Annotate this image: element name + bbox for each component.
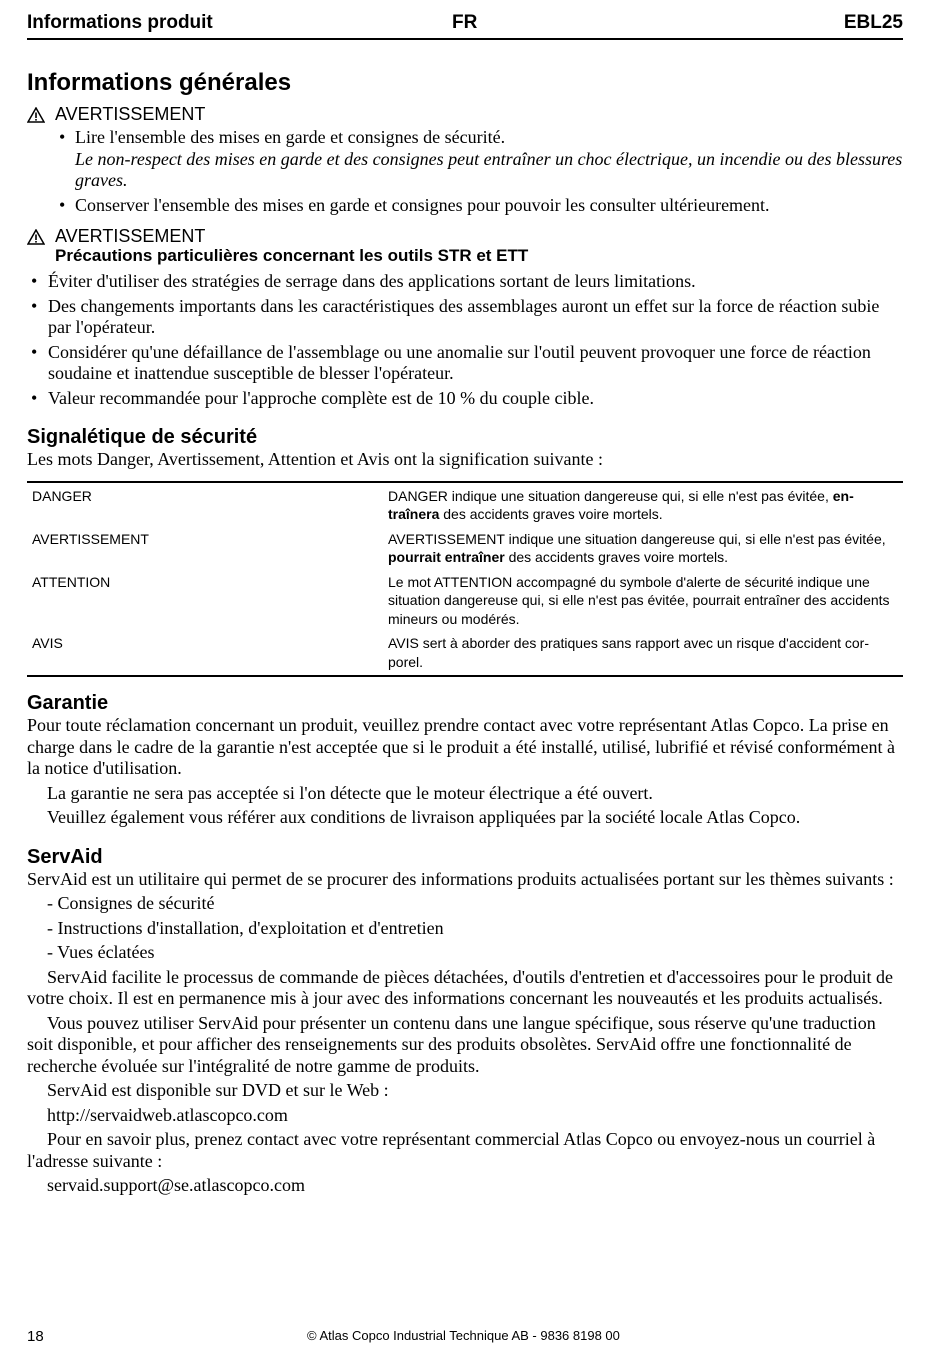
warning-triangle-icon (27, 229, 45, 245)
list-item-text: Considérer qu'une défaillance de l'assemblage ou une anomalie sur l'outil peuvent provoquer une force de réaction soudaine et inattendue susceptible de blesser l'opérateur. (48, 341, 871, 383)
servaid-paragraph-1: ServAid est un utilitaire qui permet de se procurer des informations produits actualisées portant sur les thèmes suivants : (27, 868, 894, 889)
general-info-heading: Informations générales (27, 69, 292, 96)
warning-block-1-heading (27, 104, 903, 124)
list-item: - Consignes de sécurité (47, 893, 215, 913)
table-row (27, 482, 903, 528)
warning-title: AVERTISSEMENT (55, 226, 206, 246)
servaid-heading: ServAid (27, 845, 103, 868)
list-item-text: Des changements importants dans les caractéristiques des assemblages auront un effet sur la force de réaction subie par l'opérateur. (48, 295, 880, 337)
warranty-heading: Garantie (27, 692, 109, 714)
page-number: 18 (27, 1328, 44, 1345)
list-item: - Vues éclatées (47, 942, 155, 962)
signal-word: DANGER (32, 487, 92, 504)
table-row (27, 571, 903, 633)
list-item: • Conserver l'ensemble des mises en garde et consignes pour pouvoir les consulter ultérieurement. (59, 194, 770, 215)
signal-description: DANGER indique une situation dangereuse qui, si elle n'est pas évitée, entraînera des accidents graves voire mortels. (388, 487, 854, 522)
warning-2-list (27, 271, 903, 409)
header-language: FR (452, 12, 478, 33)
header-section-title: Informations produit (27, 12, 213, 33)
list-item: • Des changements importants dans les caractéristiques des assemblages auront un effet sur la force de réaction subie par l'opérateur. (31, 295, 880, 337)
list-item-text: Lire l'ensemble des mises en garde et consignes de sécurité. (75, 127, 506, 147)
signal-word: ATTENTION (32, 573, 111, 590)
servaid-email-link[interactable]: servaid.support@se.atlascopco.com (47, 1175, 306, 1195)
warning-title: AVERTISSEMENT (55, 104, 206, 124)
list-item: • Éviter d'utiliser des stratégies de serrage dans des applications sortant de leurs limitations. (31, 271, 696, 291)
table-row (27, 632, 903, 676)
page-content (27, 68, 903, 1197)
signal-words-table (27, 481, 903, 678)
servaid-url-link[interactable]: http://servaidweb.atlascopco.com (47, 1104, 288, 1125)
list-item: • Considérer qu'une défaillance de l'assemblage ou une anomalie sur l'outil peuvent provoquer une force de réaction soudaine et inattendue susceptible de blesser l'opérateur. (31, 341, 871, 383)
page-header (27, 10, 903, 40)
warning-triangle-icon (27, 107, 45, 123)
warranty-paragraph-2: La garantie ne sera pas acceptée si l'on détecte que le moteur électrique a été ouvert. (47, 782, 653, 803)
header-product-code: EBL25 (843, 12, 903, 33)
warranty-paragraph-3: Veuillez également vous référer aux conditions de livraison appliquées par la société locale Atlas Copco. (47, 807, 801, 827)
signal-word: AVIS (32, 635, 63, 651)
table-row (27, 528, 903, 571)
signal-word: AVERTISSEMENT (32, 530, 149, 547)
list-item-text: Conserver l'ensemble des mises en garde et consignes pour pouvoir les consulter ultérieurement. (75, 194, 770, 215)
servaid-paragraph-5: Pour en savoir plus, prenez contact avec votre représentant commercial Atlas Copco ou envoyez-nous un courriel à l'adresse suivante : (27, 1129, 876, 1171)
safety-signals-intro: Les mots Danger, Avertissement, Attention et Avis ont la signification suivante : (27, 449, 604, 469)
servaid-paragraph-2: ServAid facilite le processus de commande de pièces détachées, d'outils d'entretien et d'accessoires pour le produit de votre choix. Il est en permanence mis à jour avec des informations concernant les nouveautés et les produits actualisés. (27, 966, 893, 1008)
list-item-text: Valeur recommandée pour l'approche complète est de 10 % du couple cible. (48, 387, 595, 408)
list-item: • Lire l'ensemble des mises en garde et consignes de sécurité. Le non-respect des mises en garde et des consignes peut entraîner un choc électrique, un incendie ou des blessures graves. (59, 127, 903, 190)
list-item: - Instructions d'installation, d'exploitation et d'entretien (47, 917, 444, 938)
copyright-notice: © Atlas Copco Industrial Technique AB - 9836 8198 00 (307, 1328, 620, 1343)
list-item-text: Éviter d'utiliser des stratégies de serrage dans des applications sortant de leurs limitations. (48, 271, 696, 291)
safety-signals-heading: Signalétique de sécurité (27, 426, 258, 448)
warning-block-2-heading (27, 226, 903, 266)
warning-subtitle: Précautions particulières concernant les outils STR et ETT (55, 246, 529, 265)
signal-description: Le mot ATTENTION accompagné du symbole d'alerte de sécurité indique une situation dangereuse qui, si elle n'est pas évitée, pourrait entraîner des accidents mineurs ou modérés. (388, 573, 890, 627)
page-footer (27, 1326, 903, 1346)
list-item-italic-note: Le non-respect des mises en garde et des consignes peut entraîner un choc électrique, un incendie ou des blessures graves. (75, 148, 903, 190)
servaid-paragraph-3: Vous pouvez utiliser ServAid pour présenter un contenu dans une langue spécifique, sous réserve qu'une traduction soit disponible, et pour afficher des renseignements sur des produits obsolètes. ServAid offre une fonctionnalité de recherche évoluée sur l'intégralité de notre gamme de produits. (27, 1012, 876, 1076)
signal-description: AVERTISSEMENT indique une situation dangereuse qui, si elle n'est pas évitée, pourrait entraîner des accidents graves voire mortels. (388, 530, 886, 565)
warning-1-list (27, 127, 903, 216)
list-item: • Valeur recommandée pour l'approche complète est de 10 % du couple cible. (31, 387, 595, 408)
signal-description: AVIS sert à aborder des pratiques sans rapport avec un risque d'accident corporel. (388, 635, 870, 670)
servaid-paragraph-4: ServAid est disponible sur DVD et sur le Web : (47, 1080, 389, 1100)
warranty-paragraph-1: Pour toute réclamation concernant un produit, veuillez prendre contact avec votre représentant Atlas Copco. La prise en charge dans le cadre de la garantie n'est acceptée que si le produit a été installé, utilisé, lubrifié et révisé conformément à la notice d'utilisation. (27, 715, 896, 778)
